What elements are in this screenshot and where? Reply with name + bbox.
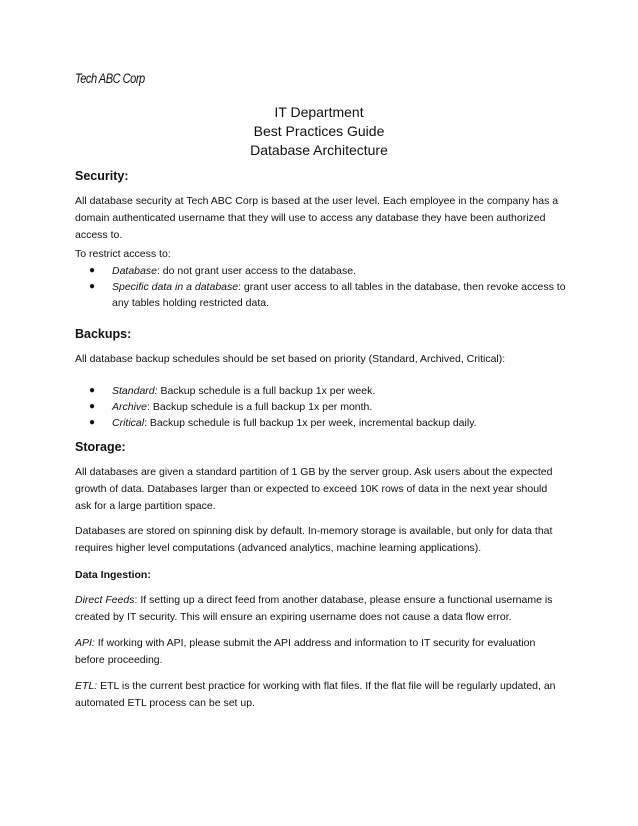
text-line [75, 678, 565, 695]
bullet-text: : Backup schedule is full backup 1x per week, incremental backup daily. [144, 417, 477, 429]
text-line: Databases are stored on spinning disk by default. In-memory storage is available, but only for data that [75, 525, 553, 537]
bullet-icon: ● [89, 385, 96, 396]
text-line [75, 635, 565, 652]
bullet-term: Specific data in a database [112, 281, 239, 293]
bullet-icon: ● [89, 417, 96, 428]
bullet-icon: ● [89, 401, 96, 412]
backups-bullet-list [75, 383, 477, 431]
etl-paragraph [75, 678, 565, 712]
text-line: All databases are given a standard partition of 1 GB by the server group. Ask users about the expected [75, 466, 553, 478]
bullet-icon: ● [89, 265, 96, 276]
storage-paragraph-1 [75, 464, 565, 515]
bullet-term: Standard: [112, 385, 158, 397]
bullet-text: : do not grant user access to the database. [156, 265, 356, 277]
bullet-continuation: any tables holding restricted data. [112, 297, 270, 309]
company-logo: Tech ABC Corp [75, 71, 145, 86]
text-line: automated ETL process can be set up. [75, 697, 255, 709]
text-line [75, 592, 565, 609]
security-bullet-list [75, 263, 566, 311]
bullet-term: Critical [112, 417, 145, 429]
list-item [75, 263, 566, 279]
list-item [75, 415, 477, 431]
list-item [75, 399, 477, 415]
text-line: ask for a large partition space. [75, 500, 216, 512]
section-heading-storage: Storage: [75, 440, 126, 454]
text-line: All database security at Tech ABC Corp is based at the user level. Each employee in the company has a [75, 195, 559, 207]
text-line: before proceeding. [75, 654, 163, 666]
text-line: growth of data. Databases larger than or expected to exceed 10K rows of data in the next year should [75, 483, 548, 495]
text-line: requires higher level computations (advanced analytics, machine learning applications). [75, 542, 482, 554]
security-paragraph [75, 193, 565, 244]
line-text: ETL is the current best practice for working with flat files. If the flat file will be regularly updated, an [97, 680, 556, 692]
text-line: domain authenticated username that they will use to access any database they have been authorized [75, 212, 546, 224]
line-text: If working with API, please submit the API address and information to IT security for evaluation [94, 637, 536, 649]
doc-title-topic: Database Architecture [250, 142, 388, 158]
term-api: API: [75, 637, 95, 649]
section-heading-security: Security: [75, 169, 129, 183]
bullet-term: Archive [112, 401, 148, 413]
backups-intro: All database backup schedules should be set based on priority (Standard, Archived, Critical): [75, 353, 506, 365]
direct-feeds-paragraph [75, 592, 565, 626]
bullet-text: : Backup schedule is a full backup 1x per month. [147, 401, 373, 413]
api-paragraph [75, 635, 565, 669]
line-text: : If setting up a direct feed from another database, please ensure a functional username is [134, 594, 553, 606]
section-heading-backups: Backups: [75, 327, 132, 341]
storage-paragraph-2 [75, 523, 565, 557]
restrict-intro: To restrict access to: [75, 248, 171, 260]
text-line: access to. [75, 229, 123, 241]
doc-title-department: IT Department [274, 104, 364, 120]
text-line: created by IT security. This will ensure an expiring username does not cause a data flow error. [75, 611, 512, 623]
bullet-text: : grant user access to all tables in the database, then revoke access to [238, 281, 566, 293]
bullet-text: Backup schedule is a full backup 1x per week. [157, 385, 376, 397]
section-heading-data-ingestion: Data Ingestion: [75, 569, 151, 581]
list-item [75, 383, 477, 399]
bullet-icon: ● [89, 281, 96, 292]
bullet-term: Database [112, 265, 157, 277]
term-etl: ETL: [75, 680, 98, 692]
term-direct-feeds: Direct Feeds [75, 594, 135, 606]
doc-title-guide: Best Practices Guide [253, 123, 385, 139]
list-item [75, 279, 566, 311]
